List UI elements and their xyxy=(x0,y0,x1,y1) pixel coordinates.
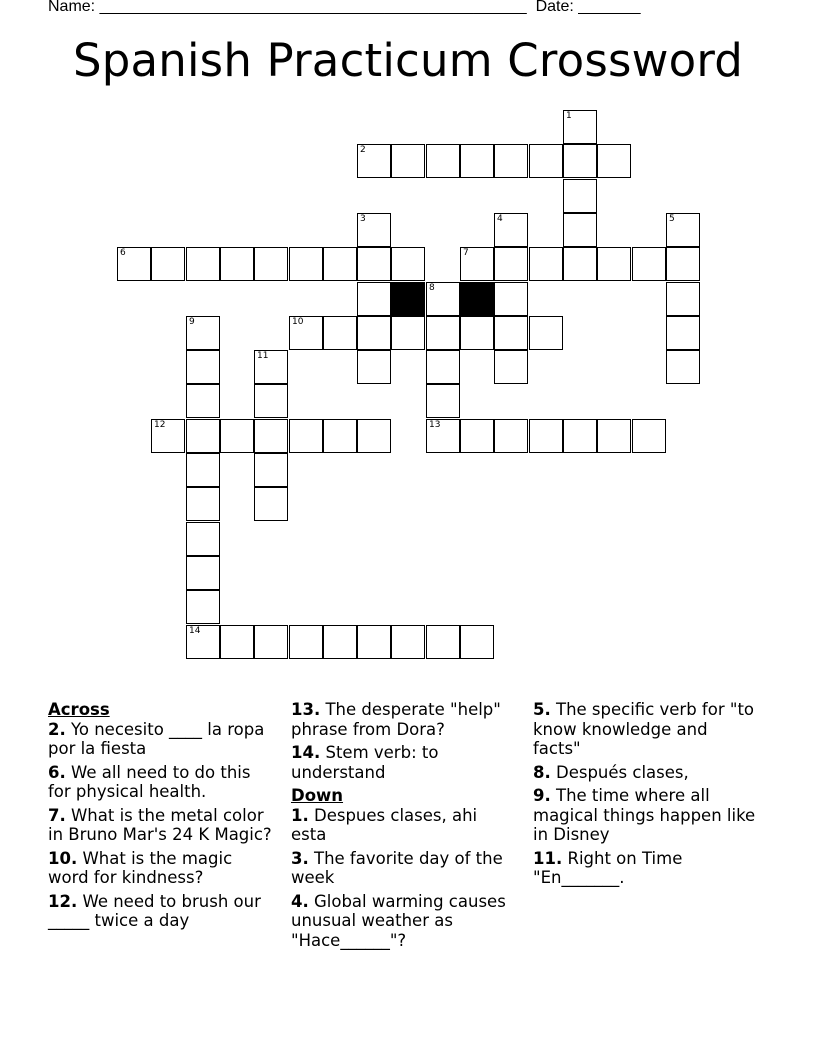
down-clue xyxy=(291,892,517,951)
grid-cell[interactable] xyxy=(186,316,220,350)
across-clue xyxy=(48,763,274,802)
grid-cell[interactable] xyxy=(254,487,288,521)
grid-cell[interactable] xyxy=(186,419,220,453)
grid-cell[interactable] xyxy=(460,144,494,178)
clue-number-label: 11. xyxy=(533,848,563,868)
grid-cell[interactable] xyxy=(323,419,357,453)
clue-number-label: 12. xyxy=(48,891,78,911)
clue-text: Despues clases, ahi esta xyxy=(291,805,478,844)
clue-number: 12 xyxy=(154,420,166,430)
grid-cell[interactable] xyxy=(529,316,563,350)
clue-number-label: 13. xyxy=(291,700,321,719)
grid-cell[interactable] xyxy=(563,144,597,178)
grid-cell[interactable] xyxy=(151,247,185,281)
clue-number: 11 xyxy=(257,351,269,361)
grid-cell[interactable] xyxy=(357,419,391,453)
clue-number-label: 10. xyxy=(48,848,78,868)
grid-cell[interactable] xyxy=(563,179,597,213)
grid-cell[interactable] xyxy=(323,625,357,659)
grid-cell[interactable] xyxy=(563,213,597,247)
clue-number: 1 xyxy=(566,111,572,121)
grid-cell[interactable] xyxy=(666,282,700,316)
clue-text: What is the metal color in Bruno Mar's 24 K Magic? xyxy=(48,805,272,844)
grid-cell[interactable] xyxy=(117,247,151,281)
grid-cell[interactable] xyxy=(460,419,494,453)
black-square xyxy=(460,282,494,316)
grid-cell[interactable] xyxy=(460,247,494,281)
grid-cell[interactable] xyxy=(186,247,220,281)
grid-cell[interactable] xyxy=(220,625,254,659)
name-blank[interactable]: ________________________________________________ xyxy=(99,0,527,15)
clue-number-label: 3. xyxy=(291,848,309,868)
grid-cell[interactable] xyxy=(494,350,528,384)
grid-cell[interactable] xyxy=(426,384,460,418)
grid-cell[interactable] xyxy=(151,419,185,453)
across-clue xyxy=(291,700,517,739)
grid-cell[interactable] xyxy=(254,419,288,453)
down-clue xyxy=(533,763,759,783)
grid-cell[interactable] xyxy=(357,282,391,316)
grid-cell[interactable] xyxy=(529,419,563,453)
grid-cell[interactable] xyxy=(186,453,220,487)
down-heading: Down xyxy=(291,786,344,805)
black-square xyxy=(391,282,425,316)
grid-cell[interactable] xyxy=(289,316,323,350)
grid-cell[interactable] xyxy=(391,247,425,281)
grid-cell[interactable] xyxy=(426,282,460,316)
across-clue xyxy=(48,720,274,759)
grid-cell[interactable] xyxy=(357,625,391,659)
clue-text: Yo necesito ____ la ropa por la fiesta xyxy=(48,719,265,758)
grid-cell[interactable] xyxy=(597,419,631,453)
clue-number-label: 9. xyxy=(533,786,551,805)
grid-cell[interactable] xyxy=(494,419,528,453)
down-clue xyxy=(533,700,759,759)
grid-cell[interactable] xyxy=(632,419,666,453)
clue-number-label: 1. xyxy=(291,805,309,825)
grid-cell[interactable] xyxy=(220,247,254,281)
clue-number-label: 5. xyxy=(533,700,551,719)
date-blank[interactable]: _______ xyxy=(578,0,641,15)
clue-number: 14 xyxy=(189,626,201,636)
grid-cell[interactable] xyxy=(186,625,220,659)
down-clue xyxy=(533,786,759,845)
grid-cell[interactable] xyxy=(186,522,220,556)
grid-cell[interactable] xyxy=(254,384,288,418)
clue-text: What is the magic word for kindness? xyxy=(48,848,233,887)
grid-cell[interactable] xyxy=(666,350,700,384)
date-label: Date: xyxy=(535,0,579,15)
grid-cell[interactable] xyxy=(289,247,323,281)
grid-cell[interactable] xyxy=(186,590,220,624)
clue-number-label: 4. xyxy=(291,891,309,911)
grid-cell[interactable] xyxy=(426,350,460,384)
clue-number: 3 xyxy=(360,214,366,224)
clue-text: Stem verb: to understand xyxy=(291,743,439,782)
grid-cell[interactable] xyxy=(426,625,460,659)
grid-cell[interactable] xyxy=(666,316,700,350)
clue-number-label: 6. xyxy=(48,762,66,782)
grid-cell[interactable] xyxy=(391,316,425,350)
down-clue xyxy=(291,849,517,888)
down-clue xyxy=(533,849,759,888)
grid-cell[interactable] xyxy=(426,419,460,453)
clue-text: Global warming causes unusual weather as "Hace______"? xyxy=(291,891,506,950)
grid-cell[interactable] xyxy=(563,247,597,281)
grid-cell[interactable] xyxy=(357,213,391,247)
clue-number-label: 8. xyxy=(533,762,551,782)
clues-column-2 xyxy=(291,700,517,954)
across-clue xyxy=(48,849,274,888)
grid-cell[interactable] xyxy=(529,247,563,281)
grid-cell[interactable] xyxy=(254,247,288,281)
down-clue xyxy=(291,806,517,845)
clue-text: We need to brush our _____ twice a day xyxy=(48,891,261,930)
grid-cell[interactable] xyxy=(323,247,357,281)
clue-text: The specific verb for "to know knowledge and facts" xyxy=(533,700,755,758)
grid-cell[interactable] xyxy=(460,625,494,659)
grid-cell[interactable] xyxy=(186,487,220,521)
clue-number: 10 xyxy=(292,317,304,327)
clue-number: 7 xyxy=(463,248,469,258)
grid-cell[interactable] xyxy=(391,144,425,178)
clues-column-1 xyxy=(48,700,274,935)
clue-number: 13 xyxy=(429,420,441,430)
grid-cell[interactable] xyxy=(597,144,631,178)
grid-cell[interactable] xyxy=(666,213,700,247)
grid-cell[interactable] xyxy=(289,419,323,453)
grid-cell[interactable] xyxy=(391,625,425,659)
grid-cell[interactable] xyxy=(186,384,220,418)
grid-cell[interactable] xyxy=(323,316,357,350)
grid-cell[interactable] xyxy=(597,247,631,281)
grid-cell[interactable] xyxy=(563,419,597,453)
clue-number: 5 xyxy=(669,214,675,224)
clue-number-label: 7. xyxy=(48,805,66,825)
grid-cell[interactable] xyxy=(357,316,391,350)
clue-text: We all need to do this for physical health. xyxy=(48,762,251,801)
grid-cell[interactable] xyxy=(254,625,288,659)
clues-column-3 xyxy=(533,700,759,892)
grid-cell[interactable] xyxy=(357,247,391,281)
name-label: Name: xyxy=(48,0,100,15)
grid-cell[interactable] xyxy=(529,144,563,178)
clue-number: 2 xyxy=(360,145,366,155)
grid-cell[interactable] xyxy=(426,316,460,350)
clue-number-label: 14. xyxy=(291,743,321,762)
grid-cell[interactable] xyxy=(254,453,288,487)
across-clue xyxy=(48,806,274,845)
grid-cell[interactable] xyxy=(186,350,220,384)
across-heading: Across xyxy=(48,700,110,719)
grid-cell[interactable] xyxy=(460,316,494,350)
grid-cell[interactable] xyxy=(494,247,528,281)
grid-cell[interactable] xyxy=(494,213,528,247)
clue-number: 6 xyxy=(120,248,126,258)
grid-cell[interactable] xyxy=(289,625,323,659)
grid-cell[interactable] xyxy=(563,110,597,144)
clue-text: The favorite day of the week xyxy=(291,848,503,887)
across-clue xyxy=(48,892,274,931)
grid-cell[interactable] xyxy=(220,419,254,453)
grid-cell[interactable] xyxy=(632,247,666,281)
clue-text: Right on Time "En_______. xyxy=(533,848,683,887)
page-title: Spanish Practicum Crossword xyxy=(72,34,744,87)
grid-cell[interactable] xyxy=(254,350,288,384)
clue-number: 9 xyxy=(189,317,195,327)
across-clue xyxy=(291,743,517,782)
clue-text: The time where all magical things happen like in Disney xyxy=(533,786,756,844)
grid-cell[interactable] xyxy=(426,144,460,178)
clue-number: 8 xyxy=(429,283,435,293)
grid-cell[interactable] xyxy=(494,144,528,178)
grid-cell[interactable] xyxy=(357,144,391,178)
grid-cell[interactable] xyxy=(494,316,528,350)
grid-cell[interactable] xyxy=(666,247,700,281)
grid-cell[interactable] xyxy=(494,282,528,316)
clue-text: The desperate "help" phrase from Dora? xyxy=(291,700,501,739)
clue-number-label: 2. xyxy=(48,719,66,739)
grid-cell[interactable] xyxy=(186,556,220,590)
grid-cell[interactable] xyxy=(357,350,391,384)
clue-number: 4 xyxy=(497,214,503,224)
clue-text: Después clases, xyxy=(550,762,689,782)
